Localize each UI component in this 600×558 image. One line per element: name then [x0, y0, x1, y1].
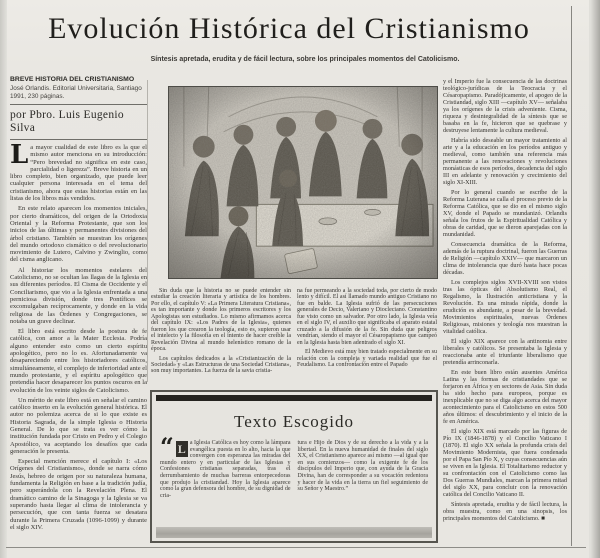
quote-dropcap: L [177, 442, 186, 456]
paragraph: na fue permeando a la sociedad toda, por cierto de modo lento y difícil. El así llamado mundo antiguo Cristiano no fue en balde. La Iglesia sufrió de las persecuciones generales de Decio, Valeriano y Diocleciano. Constantino fue visto como un salvador. Por otro lado, la Iglesia veía en el siglo IV, el auxilio que significaba el aparato estatal cruzado a la difusión de la fe. Sin duda que peligros vendrían, siendo el mayor el Césaropapismo que campeó en la Iglesia hasta bien adentrado el siglo XI. [297, 288, 437, 346]
paragraph: y el Imperio fue la consecuencia de las doctrinas teológico-jurídicas de la Teocracia y el Césaropapismo. Paradójicamente, el apogeo de la Cristiandad, siglo XIII —capítulo XV— señalaba ya los orígenes de la crisis adveniente. Cisma, riqueza y desintegralidad de la síntesis que se basaba en la fe, hicieron que se quebrase y destruyese lentamente la cultura medieval. [443, 78, 567, 134]
dropcap-letter: L [10, 140, 29, 170]
paragraph-text: a mayor cualidad de este libro es la que el mismo autor menciona en su introducción: “Pero brevedad no significa en este caso, parcialidad o ligereza”. Breve historia en un libro completo, bien organizado, que puede leer cualquier persona interesada en el tema del cristianismo, ahora que estas historias están en las listas de los libros más vendidos. [10, 144, 147, 203]
column-2 [151, 288, 291, 378]
quote-column-left [160, 432, 291, 499]
right-vertical-rule [571, 6, 572, 546]
paragraph: El Medievo está muy bien tratado especialmente en su relación con la compleja y variada realidad que fue el Feudalismo. La confrontación entre el Papado [297, 349, 437, 368]
column-divider-rule [147, 80, 148, 382]
divider [10, 139, 147, 140]
paragraph: Sin duda que la historia no se puede entender sin estudiar la creación literaria y artística de los hombres. Por ello, el capítulo V: «La Primera Literatura Cristiana», es tan importante y donde los primeros escritores y los Apologistas son estudiados. Lo mismo afirmamos acerca del capítulo IX: «Los Padres de la Iglesia», quienes fueron los que crearon la teología, esto es, supieron usar el intelecto y la filosofía en el intento de hacer creíble la Revelación Divina al mundo helenístico romano de la época. [151, 288, 291, 353]
column-1 [10, 76, 147, 534]
paragraph: Al historiar los momentos estelares del Catolicismo, no se ocultan las llagas de la Iglesia en sus diferentes períodos. El Cisma de Occidente y el Conciliarismo, que vio a la Iglesia enfrentada a una perniciosa división, donde tres Pontífices se excomulgaban recíprocamente, y donde en la vida religiosa de las Órdenes y Congregaciones, se notaba un grave declinar. [10, 266, 147, 325]
box-top-bar [156, 395, 432, 401]
article-title: Evolución Histórica del Cristianismo [48, 12, 530, 45]
paragraph: En este relato aparecen los momentos iniciales, por cierto dramáticos, del origen de la Ortodoxia Oriental y la Reforma Protestante, que son los inicios de las últimas y permanentes divisiones del árbol cristiano. También se muestran los orígenes del mundo ortodoxo cismático o del revolucionario movimiento de Lutero, Calvino y Zwinglio, como del cisma anglicano. [10, 205, 147, 264]
book-publisher-info: José Orlandis. Editorial Universitaria, Santiago 1991, 230 páginas. [10, 85, 142, 100]
paragraph: Síntesis apretada, erudita y de fácil lectura, la obra muestra, como en una sinopsis, los principales momentos del Catolicismo. ■ [443, 501, 567, 522]
paragraph [10, 140, 147, 203]
bottom-horizontal-rule [6, 547, 586, 548]
texto-escogido-box [150, 390, 438, 543]
paper-left-edge [0, 0, 7, 558]
quote-body [152, 432, 436, 499]
paragraph: En este buen libro están ausentes América Latina y las formas de cristiandades que se forjaron en África y en sectores de Asia. Sin duda ha sido hecho para europeos, porque es inexplicable que no se diga algo acerca del mayor acontecimiento para el Catolicismo en estos 500 años últimos: el descubrimiento y el inicio de la fe en América. [443, 369, 567, 425]
quote-column-right [298, 440, 429, 499]
paragraph: Por lo general cuando se escribe de la Reforma Luterana se calla el proceso previo de la Reforma Católica, que se dio en el mismo siglo XV, donde el Papado se mundanizó. Orlandis señala los frutos de la Espiritualidad Católica y obras de caridad, que se dieron aparejadas con la mundanidad. [443, 189, 567, 238]
paragraph: Habría sido deseable un mayor tratamiento al arte y a la educación en los períodos antiguo y medieval, como también una referencia más permanente a las renovaciones y revoluciones monásticas de esos períodos, decadencia del siglo III en adelante y renovación y crecimiento del siglo XI-XIII. [443, 137, 567, 186]
paper-right-fold-shadow [589, 0, 600, 558]
column-4 [443, 78, 567, 525]
open-quote-mark: “ [160, 432, 174, 461]
divider [10, 104, 147, 105]
quote-text-left: a Iglesia Católica es hoy como la lámpara evangélica puesta en lo alto, hacia la que convergen con esperanza las miradas del mundo entero y en particular de las Iglesias y Confesiones cristianas separadas, tras el derrumbamiento de muchas barreras entorpecedoras que produjo la cristiandad. Hoy la Iglesia aparece como la gran defensora del hombre, de su dignidad de cria- [160, 440, 291, 499]
texto-escogido-heading: Texto Escogido [234, 412, 354, 431]
column-3 [297, 288, 437, 371]
paragraph: Los capítulos dedicados a la «Cristianización de la Sociedad» y «Las Estructuras de una Sociedad Cristiana», son muy importantes. La fuerza de la savia cristia- [151, 355, 291, 375]
author-byline: por Pbro. Luis Eugenio Silva [10, 109, 124, 134]
book-title: BREVE HISTORIA DEL CRISTIANISMO [10, 76, 135, 83]
paragraph: Un mérito de este libro está en señalar el camino católico inserto en la evolución general histórica. El autor no polemiza acerca de si lo que existe es Historia Sagrada, de la simple Iglesia o Historia General. De lo que se trata es ver cómo la institución fundada por Cristo en Pedro y el Colegio Apostólico, va aceptando los desafíos que cada generación le presenta. [10, 396, 147, 455]
box-bottom-smudge [156, 527, 432, 538]
paragraph: Especial mención merece el capítulo I: «Los Orígenes del Cristianismo», donde se narra cómo Jesús, hebreo de origen por su naturaleza humana, fundamenta la Religión en base a la tradición judía, pero superándola con la Revelación Plena. El dramático camino de la Sinagoga y la Iglesia se va superando hasta llegar al clima de intolerancia y persecución, que con tanta fuerza se desatara durante la Primera Cruzada (1096-1099) y durante el siglo XIV. [10, 458, 147, 531]
paragraph: El siglo XIX está marcado por las figuras de Pío IX (1846-1878) y el Concilio Vaticano I (1870). El siglo XX señala la profunda crisis del Movimiento Modernista, que fuera condenada por el Papa San Pío X, y cuyas consecuencias aún se viven en la Iglesia. El Totalitarismo reductor y su confrontación con el Catolicismo como las Dos Guerras Mundiales, marcan la primera mitad del siglo XX, para concluir con la renovación católica del Concilio Vaticano II. [443, 428, 567, 498]
paragraph: Los complejos siglos XVII-XVIII son vistos tras las ópticas del Absolutismo Real, el Regalismo, la Ilustración anticristiana y la Revolución. Es una mirada rápida, donde la erudición es abundante, a pesar de la brevedad. Movimientos espirituales, nuevas Órdenes Religiosas, misiones y teología nos muestran la vitalidad católica. [443, 279, 567, 335]
quote-text-right: tura e Hijo de Dios y de su derecho a la vida y a la libertad. En la nueva humanidad de finales del siglo XX, el Cristianismo aparece así mismo —al igual que en sus comienzos— como la exigente fe de los discípulos del Imperio que, con ayuda de la Gracia Divina, han de corresponder a su vocación redentora y hacer de la vida en la tierra un fiel seguimiento de su Señor y Maestro.” [297, 440, 428, 493]
engraving-art [169, 87, 437, 278]
article-subtitle: Síntesis apretada, erudita y de fácil lectura, sobre los principales momentos del Catolicismo. [150, 56, 460, 63]
paragraph: El libro está escrito desde la postura de fe católica, con amor a la Mater Ecclesia. Podría alguno entender esto como un cierto espíritu apologético, pero no lo es. Afortunadamente va desapareciendo entre los historiadores católicos, simultáneamente, el complejo de inferioridad ante el mundo protestante, y el espíritu apologético que pretendía hacer desaparecer los puntos oscuros en la evolución de los veinte siglos de Catolicismo. [10, 328, 147, 394]
paragraph: Consecuencia dramática de la Reforma, además de la ruptura doctrinal, fueron las Guerras de Religión —capítulo XXIV— que marcaron un clima de intolerancia que duró hasta hace pocas décadas. [443, 241, 567, 276]
last-supper-engraving [168, 86, 438, 279]
paragraph: El siglo XIX aparece con la antinomia entre liberales y católicos. Se presentaba la Iglesia y reaccionaba ante el triunfante liberalismo que pretendía arrinconarla. [443, 338, 567, 366]
